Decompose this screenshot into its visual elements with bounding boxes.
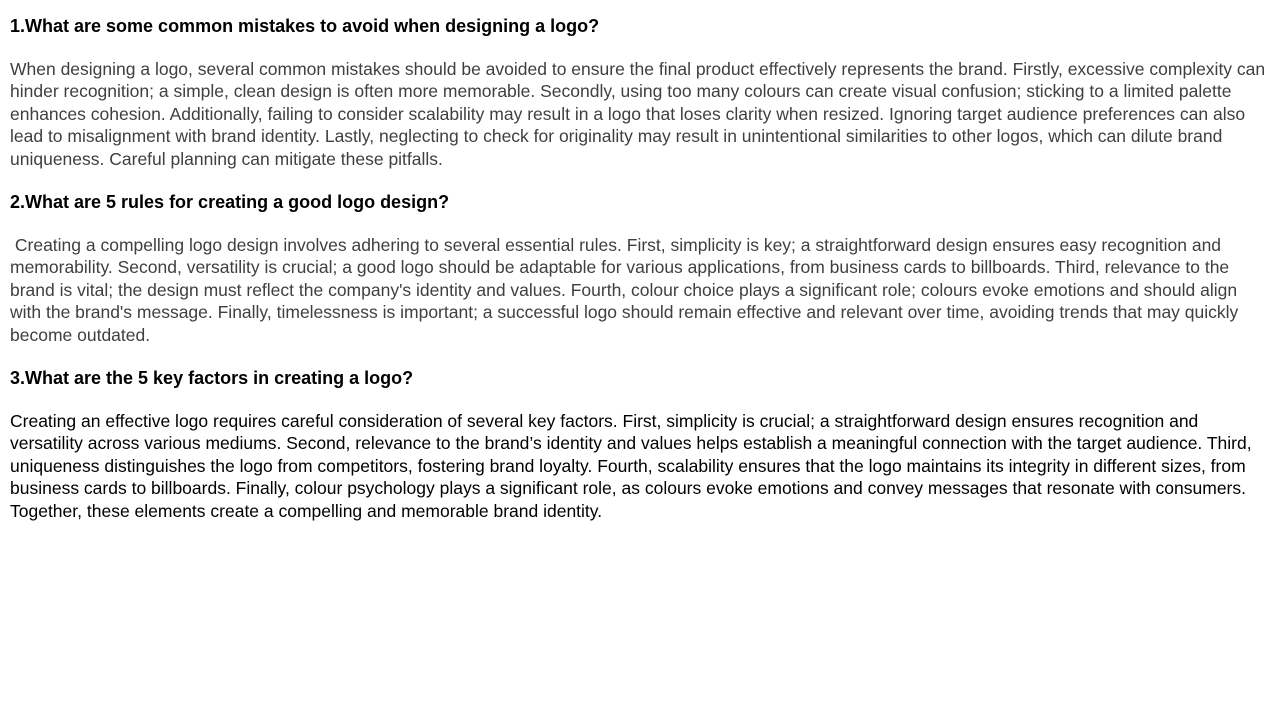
- answer-paragraph: Creating a compelling logo design involves adhering to several essential rules. First, simplicity is key; a straightforward design ensures easy recognition and memorability. Second, versatility is crucial; a good logo should be adaptable for various applications, from business cards to billboards. Third, relevance to the brand is vital; the design must reflect the company's identity and values. Fourth, colour choice plays a significant role; colours evoke emotions and should align with the brand's message. Finally, timelessness is important; a successful logo should remain effective and relevant over time, avoiding trends that may quickly become outdated.: [10, 235, 1244, 345]
- qa-section-3: [10, 366, 1272, 522]
- answer-paragraph: Creating an effective logo requires careful consideration of several key factors. First, simplicity is crucial; a straightforward design ensures recognition and versatility across various mediums. Second, relevance to the brand’s identity and values helps establish a meaningful connection with the target audience. Third, uniqueness distinguishes the logo from competitors, fostering brand loyalty. Fourth, scalability ensures that the logo maintains its integrity in different sizes, from business cards to billboards. Finally, colour psychology plays a significant role, as colours evoke emotions and convey messages that resonate with consumers. Together, these elements create a compelling and memorable brand identity.: [10, 411, 1257, 521]
- answer-paragraph: When designing a logo, several common mistakes should be avoided to ensure the final product effectively represents the brand. Firstly, excessive complexity can hinder recognition; a simple, clean design is often more memorable. Secondly, using too many colours can create visual confusion; sticking to a limited palette enhances cohesion. Additionally, failing to consider scalability may result in a logo that loses clarity when resized. Ignoring target audience preferences can also lead to misalignment with brand identity. Lastly, neglecting to check for originality may result in unintentional similarities to other logos, which can dilute brand uniqueness. Careful planning can mitigate these pitfalls.: [10, 59, 1271, 169]
- question-heading: 1.What are some common mistakes to avoid when designing a logo?: [10, 16, 600, 36]
- question-heading: 3.What are the 5 key factors in creating a logo?: [10, 368, 414, 389]
- question-heading: 2.What are 5 rules for creating a good logo design?: [10, 192, 450, 213]
- qa-section-1: [10, 14, 1272, 170]
- qa-section-2: [10, 190, 1272, 346]
